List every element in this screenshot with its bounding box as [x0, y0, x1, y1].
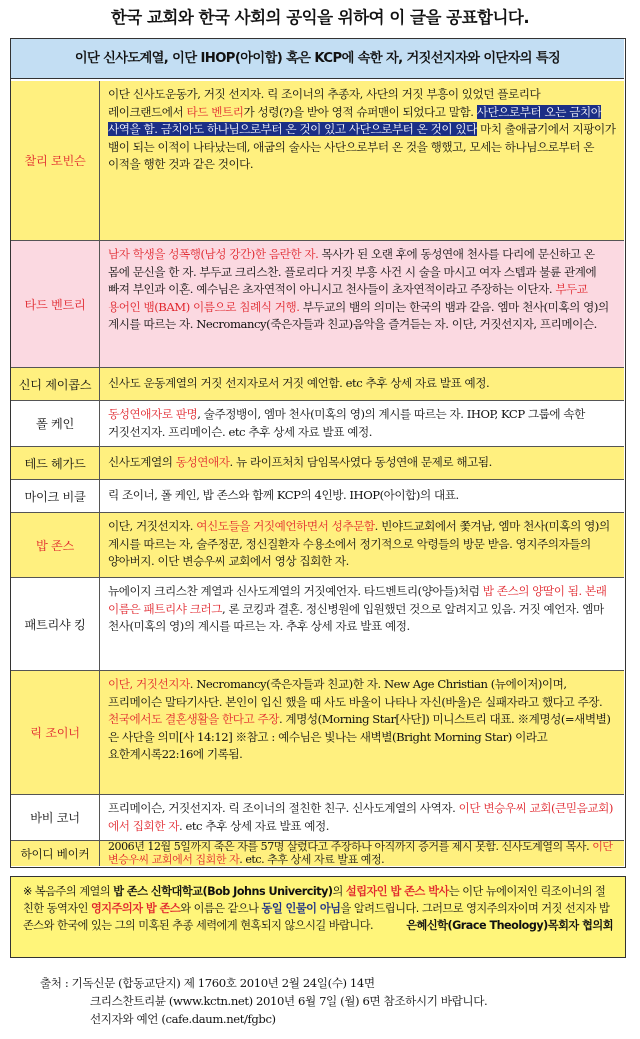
row-name: 폴 케인 — [11, 401, 100, 446]
desc-text: 부두교의 뱀의 의미는 한국의 뱀과 같음. 엠마 천사(미혹의 영)의 계시를 따르는 자. Necromancy(죽은자들과 친교)음악을 즐겨듣는 자. 이단, 거짓선지자, 프리메이슨. — [108, 299, 609, 332]
desc-text: 신사도 운동계열의 거짓 선지자로서 거짓 예언함. etc 추후 상세 자료 발표 예정. — [108, 376, 490, 390]
desc-text-red: 밥 존스의 양딸이 됨. 본래 이름은 패트리샤 크러그 — [108, 584, 607, 616]
row-desc — [100, 480, 624, 512]
row-name: 신디 제이콥스 — [11, 368, 100, 400]
row-desc — [100, 671, 624, 794]
desc-text: . etc 추후 상세 자료 발표 예정. — [178, 818, 330, 833]
desc-text-red: 부두교 용어인 뱀(BAM) 이름으로 침례식 거행. — [108, 282, 588, 314]
row-desc — [100, 578, 624, 670]
notice-text: 는 이단 뉴에이저인 릭조이너의 절친한 동역자인 — [23, 885, 606, 915]
desc-text: 가 성령(?)을 받아 영적 슈퍼맨이 되었다고 말함. — [243, 104, 477, 119]
table-row — [11, 480, 624, 513]
notice-text: 을 알려드립니다. 그러므로 영지주의자이며 거짓 선지자 밥 존스와 한국에 있는 그의 미혹된 추종 세력에게 현혹되지 않으시길 바랍니다. — [23, 902, 610, 932]
row-name: 테드 헤가드 — [11, 447, 100, 479]
desc-text: , 술주정뱅이, 엠마 천사(미혹의 영)의 계시를 따르는 자. IHOP, KCP 그룹에 속한 거짓선지자. 프리메이슨. etc 추후 상세 자료 발표 예정. — [108, 407, 585, 439]
notice-text: 의 — [332, 885, 346, 898]
row-desc — [100, 513, 624, 577]
desc-text: 릭 조이너, 폴 케인, 밥 존스와 함께 KCP의 4인방. IHOP(아이합)의 대표. — [108, 488, 459, 502]
desc-text-red: 이단 변승우씨 교회(큰믿음교회)에서 집회한 자 — [108, 801, 613, 833]
table-row — [11, 447, 624, 480]
desc-text: 마치 출애굽기에서 지팡이가 뱀이 되는 이적이 나타났는데, 애굽의 술사는 사단으로부터 온 것을 행했고, 모세는 하나님으로부터 온 이적을 행한 것과 같은 것이다. — [108, 122, 616, 172]
row-desc — [100, 241, 624, 367]
table-row — [11, 401, 624, 447]
table-row — [11, 513, 624, 578]
desc-text-highlight: 사단으로부터 오는 금치아 사역을 함. 금치아도 하나님으로부터 온 것이 있고 사단으로부터 온 것이 있다 — [108, 104, 602, 137]
desc-text-red: 여신도들을 거짓예언하면서 성추문함 — [196, 519, 375, 533]
desc-text: 뉴에이지 크리스찬 계열과 신사도계열의 거짓예언자. 타드벤트리(양아들)처럼 — [108, 584, 483, 598]
desc-text-red: 동성연애자 — [175, 455, 230, 469]
desc-text: 신사도계열의 — [108, 455, 176, 469]
notice-text-red: 영지주의자 밥 존스 — [90, 902, 181, 915]
row-desc — [100, 81, 624, 240]
desc-text-red: 남자 학생을 성폭행(남성 강간)한 음란한 자. — [108, 247, 319, 261]
desc-text-red: 타드 벤트리 — [186, 104, 244, 119]
desc-text: 이단 신사도운동가, 거짓 선지자. 릭 조이너의 추종자, 사단의 거짓 부흥이 있었던 플로리다 레이크랜드에서 — [108, 87, 541, 119]
desc-text: 목사가 된 오랜 후에 동성연애 천사를 다리에 문신하고 온 몸에 문신을 한 자. 부두교 크리스찬. 플로리다 거짓 부흥 사건 시 술을 마시고 여자 스텝과 불륜 관계에 빠져 부인과 이혼. 예수님은 초자연적이 아니시고 천사들이 초자연적이라고 주장하는 이단자. — [108, 247, 597, 297]
row-desc — [100, 401, 624, 446]
table-row — [11, 81, 624, 241]
row-name: 타드 벤트리 — [11, 241, 100, 367]
desc-text: , 론 코킹과 결혼. 정신병원에 입원했던 것으로 알려지고 있음. 거짓 예언자. 엠마 천사(미혹의 영)의 계시를 따르는 자. 추후 상세 자료 발표 예정. — [108, 601, 604, 634]
table-row — [11, 368, 624, 401]
desc-text-red: 이단 변승우씨 교회에서 집회한 자 — [108, 841, 613, 866]
heretic-table — [10, 38, 626, 868]
desc-text: 이단, 거짓선지자. — [108, 519, 197, 533]
desc-text-red: 천국에서도 결혼생활을 한다고 주장 — [108, 712, 279, 727]
row-name: 찰리 로빈슨 — [11, 81, 100, 240]
desc-text: . 빈야드교회에서 쫓겨남, 엠마 천사(미혹의 영)의 계시를 따르는 자, 술주정꾼, 정신질환자 수용소에서 정기적으로 악령들의 방문 받음. 영지주의자들의 양아버지. 이단 변승우씨 교회에서 영상 집회한 자. — [108, 519, 610, 569]
source-line: 크리스찬트리뷴 (www.kctn.net) 2010년 6월 7일 (월) 6면 참조하시기 바랍니다. — [90, 994, 488, 1008]
table-row — [11, 841, 624, 866]
desc-text-red: 동성연애자로 판명 — [108, 407, 198, 421]
table-row — [11, 795, 624, 841]
source-line: 선지자와 예언 (cafe.daum.net/fgbc) — [90, 1012, 276, 1026]
row-desc — [100, 841, 624, 866]
notice-text: 와 이름은 같으나 — [180, 902, 262, 915]
desc-text: . Necromancy(죽은자들과 친교)한 자. New Age Christian (뉴에이저)이며, 프리메이슨 말타기사단. 본인이 입신 했을 때 사도 바울이 나타나 자신(바울)은 실패자라고 했다고 주장. — [108, 677, 603, 709]
page-title: 한국 교회와 한국 사회의 공익을 위하여 이 글을 공표합니다. — [110, 8, 530, 27]
notice-text-bold: 밥 존스 신학대학교(Bob Johns Univercity) — [113, 885, 333, 898]
row-name: 바비 코너 — [11, 795, 100, 840]
table-row — [11, 241, 624, 368]
desc-text: 2006년 12월 5일까지 죽은 자를 57명 살렸다고 주장하나 아직까지 증거를 제시 못함. 신사도계열의 목사. — [108, 841, 593, 853]
desc-text: . 계명성(Morning Star[사단]) 미니스트리 대표. ※계명성(=새벽별)은 사단을 의미[사 14:12] ※참고 : 예수님은 빛나는 새벽별(Bright Morning Star) 이라고 요한계시록22:16에 기록됨. — [108, 712, 611, 762]
row-desc — [100, 447, 624, 479]
row-name: 릭 조이너 — [11, 671, 100, 794]
source-block — [40, 974, 630, 1028]
desc-text-red: 이단, 거짓선지자 — [108, 677, 190, 691]
table-row — [11, 578, 624, 671]
source-line: 출처 : 기독신문 (합동교단지) 제 1760호 2010년 2월 24일(수) 14면 — [40, 976, 375, 990]
desc-text: . etc. 추후 상세 자료 발표 예정. — [239, 852, 385, 866]
row-name: 마이크 비클 — [11, 480, 100, 512]
table-subtitle: 이단 신사도계열, 이단 IHOP(아이합) 혹은 KCP에 속한 자, 거짓선지자와 이단자의 특징 — [11, 39, 624, 79]
desc-text: . 뉴 라이프처치 담임목사였다 동성연애 문제로 해고됨. — [229, 455, 492, 469]
row-name: 밥 존스 — [11, 513, 100, 577]
table-row — [11, 671, 624, 795]
notice-box — [10, 876, 626, 958]
row-desc — [100, 795, 624, 840]
notice-text-red: 설립자인 밥 존스 박사 — [345, 885, 449, 898]
notice-text: ※ 복음주의 계열의 — [23, 885, 114, 898]
row-name: 하이디 베이커 — [11, 841, 100, 866]
notice-text-blue: 동일 인물이 아님 — [261, 902, 341, 915]
notice-signature: 은혜신학(Grace Theology)목회자 협의회 — [406, 919, 613, 932]
row-name: 패트리샤 킹 — [11, 578, 100, 670]
row-desc — [100, 368, 624, 400]
desc-text: 프리메이슨, 거짓선지자. 릭 조이너의 절친한 친구. 신사도계열의 사역자. — [108, 801, 459, 815]
